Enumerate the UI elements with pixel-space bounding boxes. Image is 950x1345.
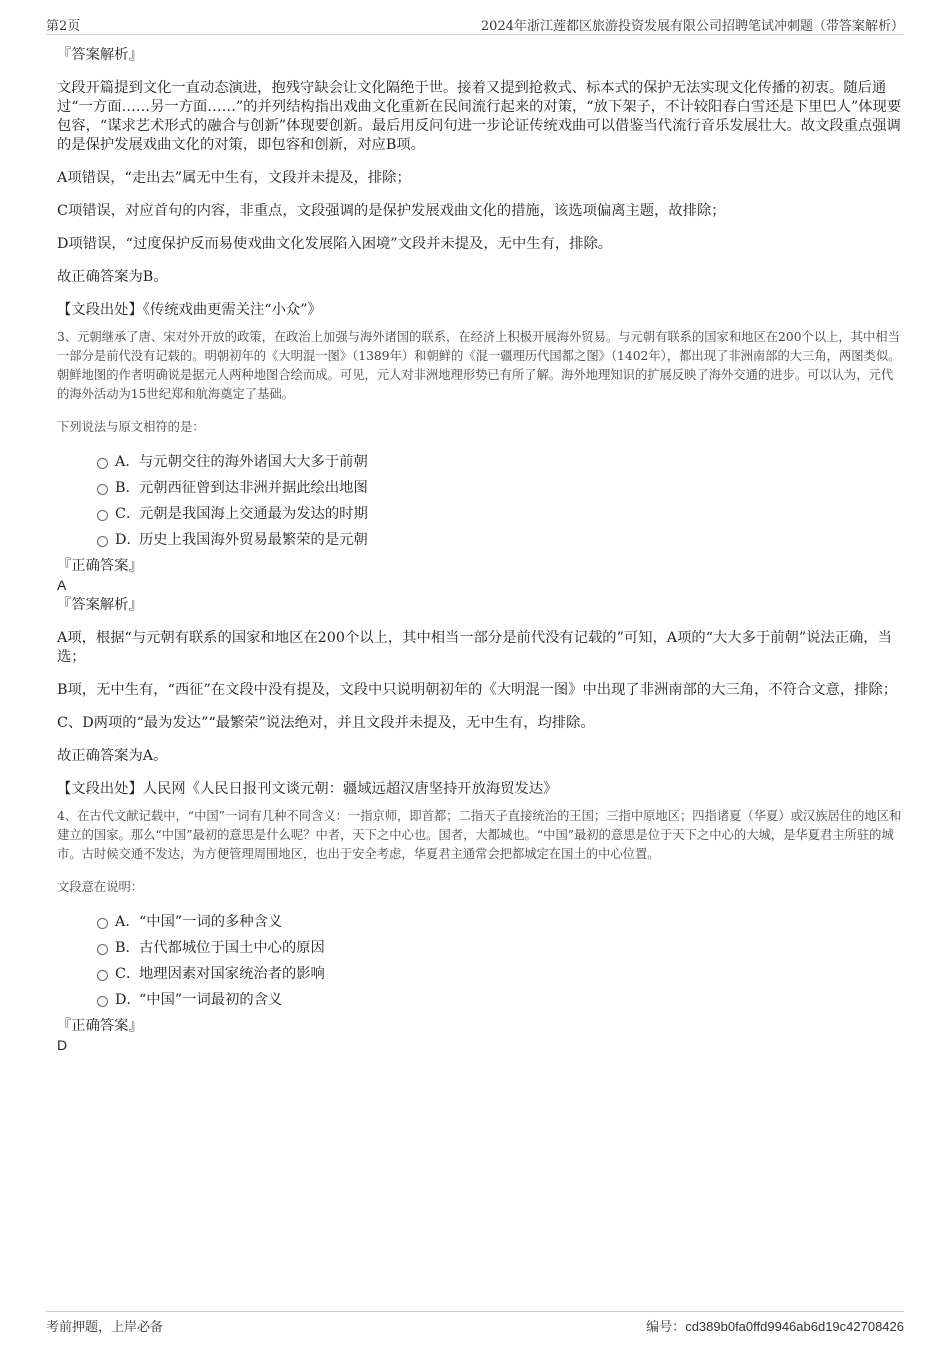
q3-conclusion: 故正确答案为A。 xyxy=(57,748,168,764)
q3-option-d[interactable]: D． 历史上我国海外贸易最繁荣的是元朝 xyxy=(57,527,903,553)
footer-slogan: 考前押题，上岸必备 xyxy=(46,1320,164,1335)
q3-option-c[interactable]: C． 元朝是我国海上交通最为发达的时期 xyxy=(57,501,903,527)
q3-source: 【文段出处】人民网《人民日报刊文谈元朝：疆域远超汉唐坚持开放海贸发达》 xyxy=(57,781,558,797)
radio-button-icon[interactable] xyxy=(97,484,108,495)
footer-document-code xyxy=(646,1316,904,1335)
q3-analysis-label: 『答案解析』 xyxy=(57,597,143,613)
radio-button-icon[interactable] xyxy=(97,458,108,469)
q3-analysis-option-b: B项，无中生有，“西征”在文段中没有提及，文段中只说明朝初年的《大明混一图》中出现了非洲南部的大三角，不符合文意，排除； xyxy=(57,682,898,698)
code-label: 编号： xyxy=(646,1320,686,1335)
q4-answer: D xyxy=(57,1037,68,1053)
q3-question-text: 3、元朝继承了唐、宋对外开放的政策，在政治上加强与海外诸国的联系，在经济上积极开展海外贸易。与元朝有联系的国家和地区在200个以上，其中相当一部分是前代没有记载的。明朝初年的《大明混一图》（1389年）和朝鲜的《混一疆理历代国都之图》（1402年），都出现了非洲南部的大三角，两图类似。朝鲜地图的作者明确说是据元人两种地图合绘而成。可见，元人对非洲地理形势已有所了解。海外地理知识的扩展反映了海外交通的进步。可以认为，元代的海外活动为15世纪郑和航海奠定了基础。 xyxy=(57,330,901,401)
q4-option-d[interactable]: D． “中国”一词最初的含义 xyxy=(57,987,903,1013)
q3-options xyxy=(57,449,903,553)
q2-analysis-option-a: A项错误，“走出去”属无中生有，文段并未提及，排除； xyxy=(57,170,411,186)
q2-analysis-label: 『答案解析』 xyxy=(57,47,143,63)
page-number: 第2页 xyxy=(46,19,81,34)
radio-button-icon[interactable] xyxy=(97,970,108,981)
q2-analysis-paragraph: 文段开篇提到文化一直动态演进，抱残守缺会让文化隔绝于世。接着又提到抢救式、标本式的保护无法实现文化传播的初衷。随后通过“一方面……另一方面……”的并列结构指出戏曲文化重新在民间流行起来的对策，“放下架子，不计较阳春白雪还是下里巴人”体现要包容，“谋求艺术形式的融合与创新”体现要创新。最后用反问句进一步论证传统戏曲可以借鉴当代流行音乐发展壮大。故文段重点强调的是保护发展戏曲文化的对策，即包容和创新，对应B项。 xyxy=(57,80,902,153)
page-content xyxy=(57,46,903,1054)
q3-option-b[interactable]: B． 元朝西征曾到达非洲并据此绘出地图 xyxy=(57,475,903,501)
q3-option-a[interactable]: A． 与元朝交往的海外诸国大大多于前朝 xyxy=(57,449,903,475)
radio-button-icon[interactable] xyxy=(97,918,108,929)
page-footer xyxy=(46,1311,904,1336)
q3-analysis-option-cd: C、D两项的“最为发达”“最繁荣”说法绝对，并且文段并未提及，无中生有，均排除。 xyxy=(57,715,595,731)
q2-analysis-option-d: D项错误，“过度保护反而易使戏曲文化发展陷入困境”文段并未提及，无中生有，排除。 xyxy=(57,236,613,252)
q4-prompt: 文段意在说明： xyxy=(57,880,144,894)
radio-button-icon[interactable] xyxy=(97,510,108,521)
q4-question-text: 4、在古代文献记载中，“中国”一词有几种不同含义：一指京师，即首都；二指天子直接统治的王国；三指中原地区；四指诸夏（华夏）或汉族居住的地区和建立的国家。那么“中国”最初的意思是什么呢？中者，天下之中心也。国者，大都城也。“中国”最初的意思是位于天下之中心的大城，是华夏君主所驻的城市。古时候交通不发达，为方便管理周围地区，也出于安全考虑，华夏君主通常会把都城定在国土的中心位置。 xyxy=(57,809,902,861)
radio-button-icon[interactable] xyxy=(97,944,108,955)
code-value: cd389b0fa0ffd9946ab6d19c42708426 xyxy=(685,1319,904,1334)
q3-analysis-option-a: A项，根据“与元朝有联系的国家和地区在200个以上，其中相当一部分是前代没有记载的”可知，A项的“大大多于前朝”说法正确，当选； xyxy=(57,630,892,665)
q3-prompt: 下列说法与原文相符的是： xyxy=(57,420,205,434)
q4-option-b[interactable]: B． 古代都城位于国土中心的原因 xyxy=(57,935,903,961)
q2-conclusion: 故正确答案为B。 xyxy=(57,269,168,285)
q4-options xyxy=(57,909,903,1013)
q4-answer-label: 『正确答案』 xyxy=(57,1018,143,1034)
document-title: 2024年浙江莲都区旅游投资发展有限公司招聘笔试冲刺题（带答案解析） xyxy=(480,19,904,34)
q3-answer-label: 『正确答案』 xyxy=(57,558,143,574)
radio-button-icon[interactable] xyxy=(97,996,108,1007)
radio-button-icon[interactable] xyxy=(97,536,108,547)
page-header xyxy=(46,14,904,35)
q4-option-a[interactable]: A． “中国”一词的多种含义 xyxy=(57,909,903,935)
q2-source: 【文段出处】《传统戏曲更需关注“小众”》 xyxy=(57,302,322,318)
q2-analysis-option-c: C项错误，对应首句的内容，非重点，文段强调的是保护发展戏曲文化的措施，该选项偏离主题，故排除； xyxy=(57,203,726,219)
q3-answer: A xyxy=(57,577,67,593)
q4-option-c[interactable]: C． 地理因素对国家统治者的影响 xyxy=(57,961,903,987)
